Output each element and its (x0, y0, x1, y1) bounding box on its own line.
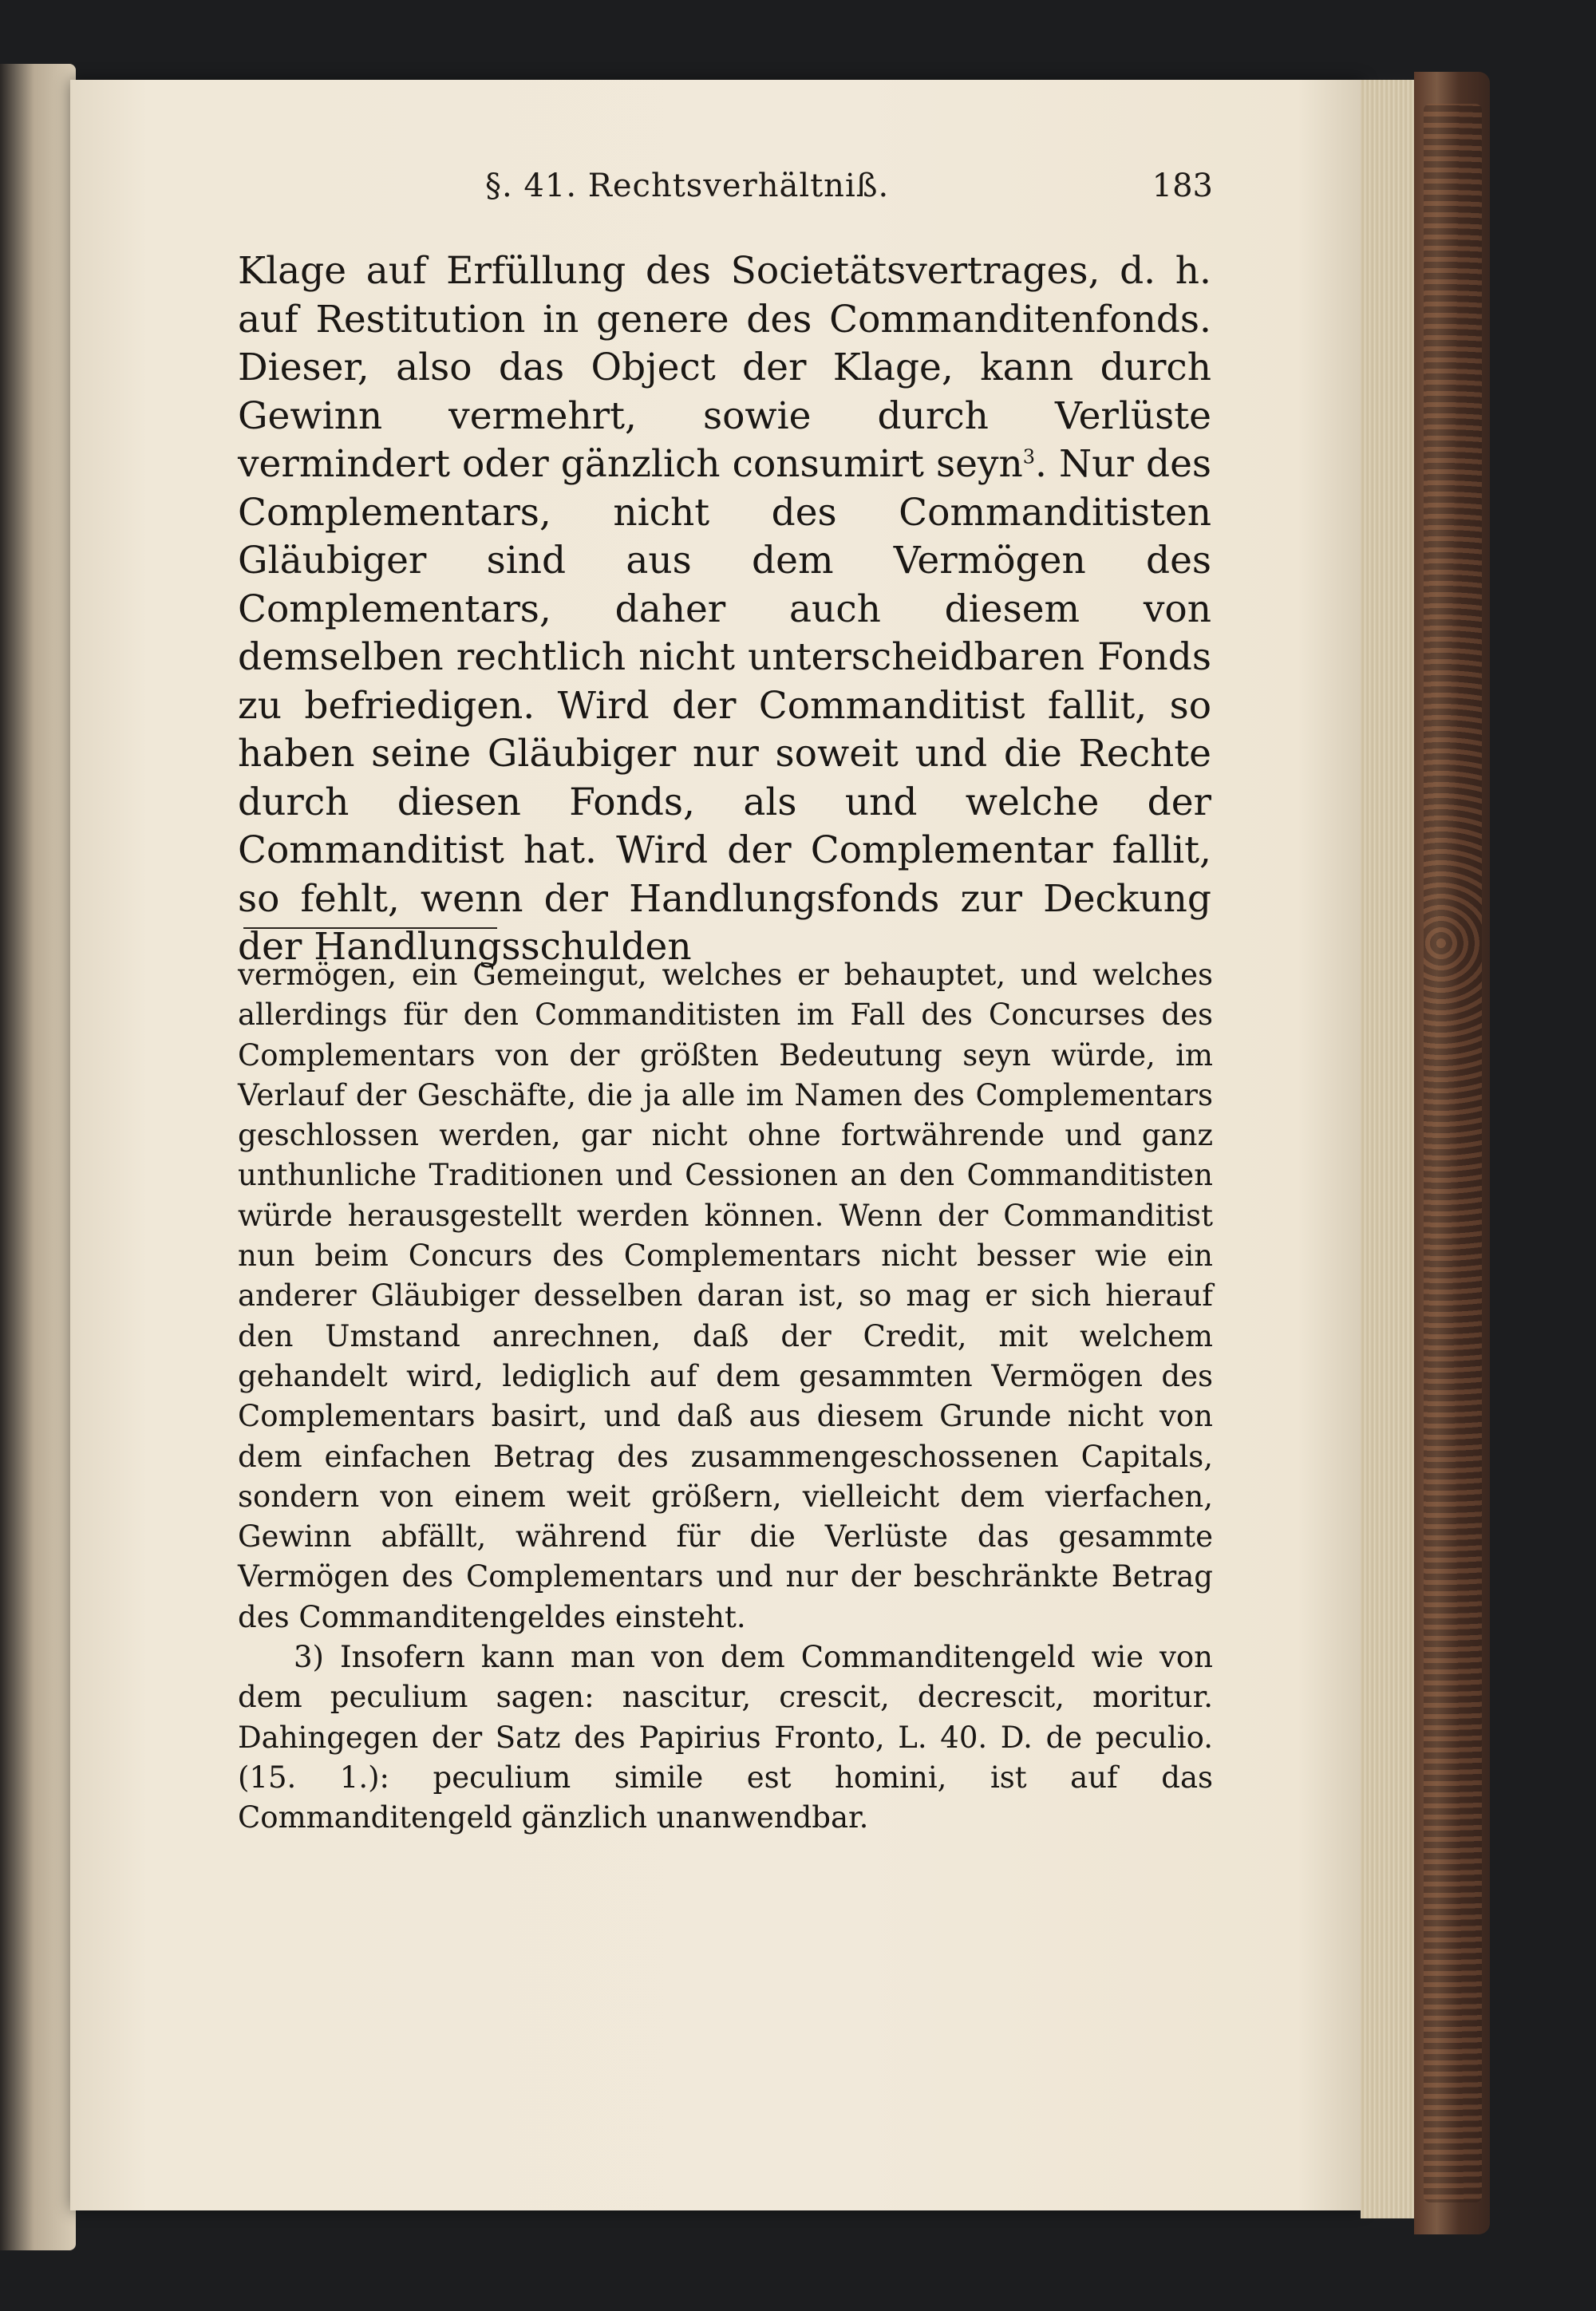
book-cover (1414, 72, 1490, 2234)
main-text-part2: . Nur des Complementars, nicht des Commanditisten Gläubiger sind aus dem Vermögen des Complementars, daher auch diesem von demselben rechtlich nicht unterscheidbaren Fonds zu befriedigen. Wird der Commanditist fallit, so haben seine Gläubiger nur soweit und die Rechte durch diesen Fonds, als und welche der Commanditist hat. Wird der Complementar fallit, so fehlt, wenn der Handlungsfonds zur Deckung der Handlungsschulden (238, 442, 1211, 969)
footnote-continuation: vermögen, ein Gemeingut, welches er behauptet, und welches allerdings für den Commanditisten im Fall des Concurses des Complementars von der größten Bedeutung seyn würde, im Verlauf der Geschäfte, die ja alle im Namen des Complementars geschlossen werden, gar nicht ohne fortwährende und ganz unthunliche Traditionen und Cessionen an den Commanditisten würde herausgestellt werden können. Wenn der Commanditist nun beim Concurs des Complementars nicht besser wie ein anderer Gläubiger desselben daran ist, so mag er sich hierauf den Umstand anrechnen, daß der Credit, mit welchem gehandelt wird, lediglich auf dem gesammten Vermögen des Complementars basirt, und daß aus diesem Grunde nicht von dem einfachen Betrag des zusammengeschossenen Capitals, sondern von einem weit größern, vielleicht dem vierfachen, Gewinn abfällt, während für die Verlüste das gesammte Vermögen des Complementars und nur der beschränkte Betrag des Commanditengeldes einsteht. (238, 958, 1213, 1634)
footnote-3: 3) Insofern kann man von dem Commanditengeld wie von dem peculium sagen: nascitur, crescit, decrescit, moritur. Dahingegen der Satz des Papirius Fronto, L. 40. D. de peculio. (15. 1.): peculium simile est homini, ist auf das Commanditengeld gänzlich unanwendbar. (238, 1640, 1213, 1835)
page-stack-edge (1361, 80, 1416, 2218)
page-number: 183 (1152, 168, 1213, 204)
main-text (238, 247, 1211, 972)
section-title: §. 41. Rechtsverhältniß. (485, 168, 890, 204)
footnote-reference: 3 (1022, 445, 1036, 468)
footnote-rule (243, 927, 497, 929)
running-header (239, 168, 1213, 215)
footnotes (238, 955, 1213, 1839)
left-page-edge (0, 64, 76, 2250)
main-text-part1: Klage auf Erfüllung des Societätsvertrages, d. h. auf Restitution in genere des Commanditenfonds. Dieser, also das Object der Klage, kann durch Gewinn vermehrt, sowie durch Verlüste vermindert oder gänzlich consumirt seyn (238, 249, 1211, 486)
